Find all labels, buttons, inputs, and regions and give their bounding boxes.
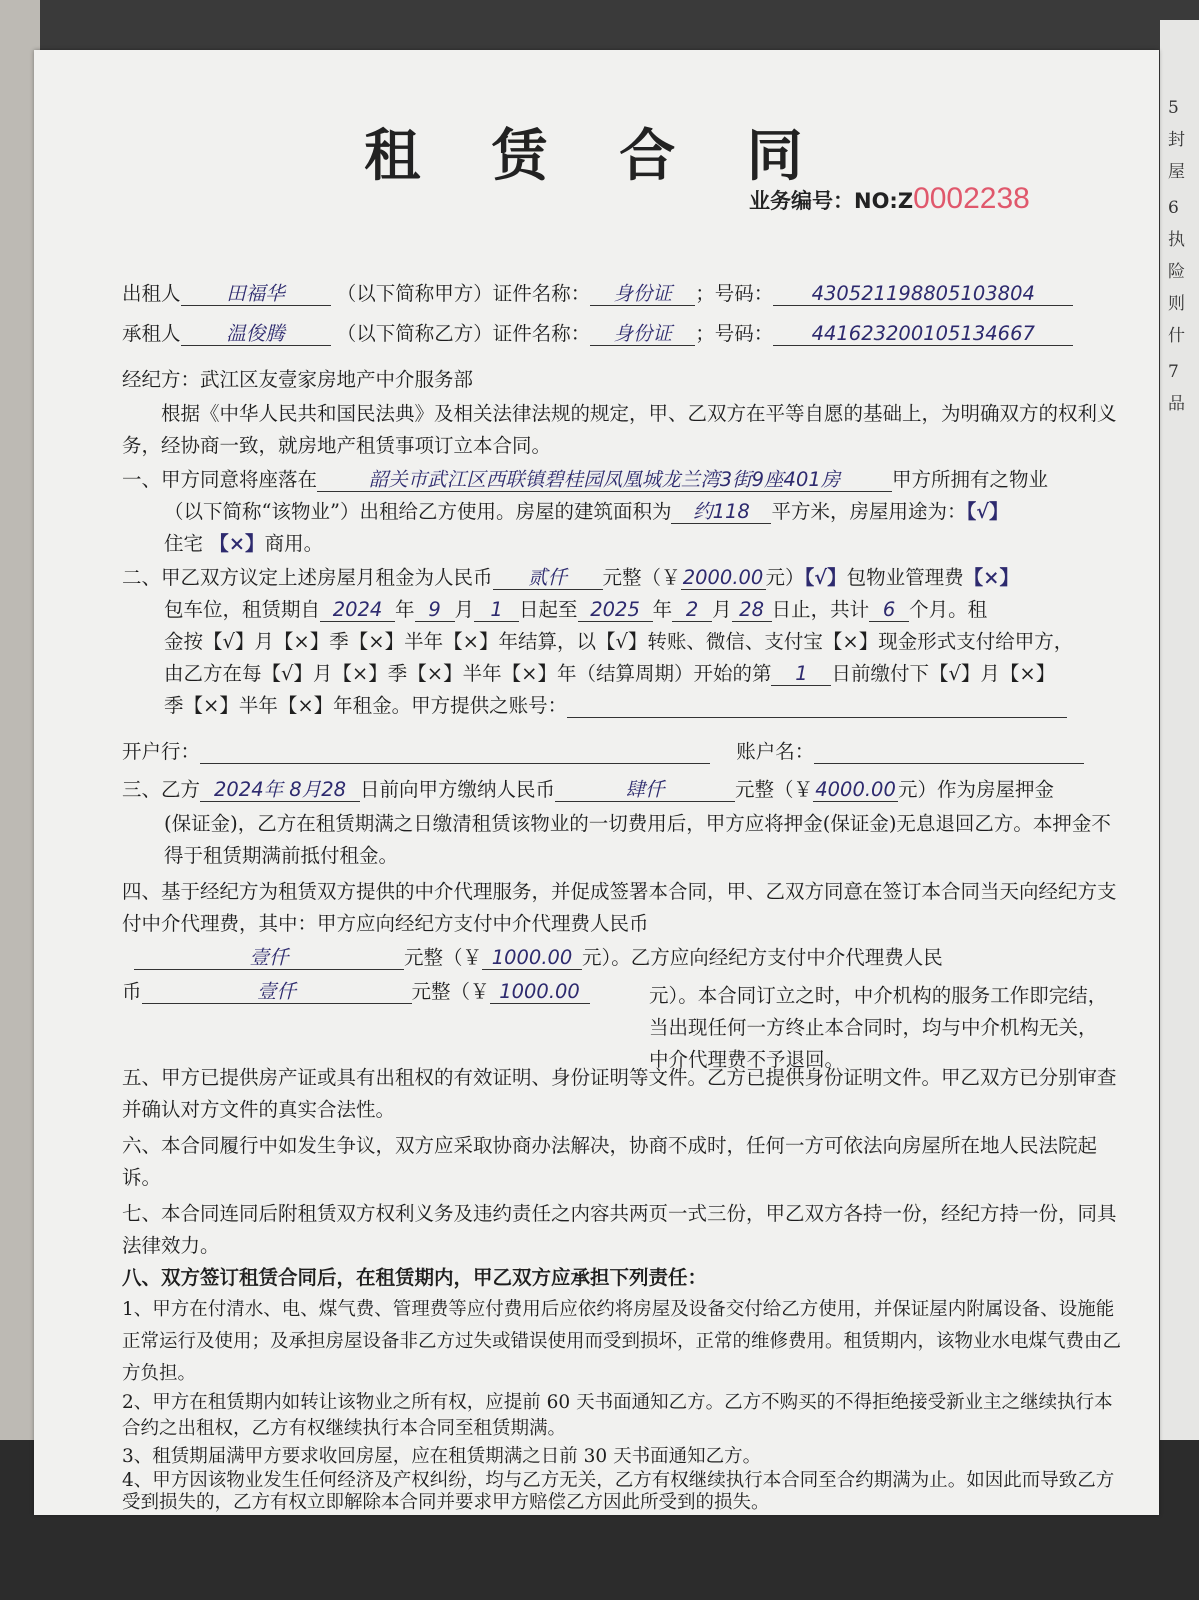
clause1-text: 商用。: [264, 532, 324, 555]
next-page-char: 封: [1168, 130, 1185, 150]
clause1-text: 甲方所拥有之物业: [892, 468, 1049, 491]
lease-start-day: 1: [474, 598, 519, 622]
clause2-line4: [164, 662, 1139, 686]
bank-label: 开户行：: [122, 740, 201, 763]
bank-line: [122, 740, 1139, 764]
month-label: 月: [712, 598, 732, 621]
agent-line: [122, 368, 1139, 391]
clause4-text: 元整（￥: [411, 980, 490, 1003]
serial-label: 业务编号：NO:Z: [749, 189, 914, 213]
next-page-char: 7: [1168, 362, 1179, 382]
deposit-due-date: 2024年 8月28: [200, 778, 360, 802]
clause7: 七、本合同连同后附租赁双方权利义务及违约责任之内容共两页一式三份，甲乙双方各持一份，经纪方持一份，同具法律效力。: [122, 1202, 1117, 1257]
next-page-char: 5: [1168, 98, 1179, 118]
contract-page: [34, 50, 1159, 1515]
payment-day: 1: [771, 662, 831, 686]
lease-months: 6: [869, 598, 909, 622]
lease-start-year: 2024: [320, 598, 395, 622]
next-page-char: 什: [1168, 326, 1185, 346]
month-label: 月: [454, 598, 475, 621]
clause3-text: 元）作为房屋押金: [898, 778, 1055, 801]
clause2-text: 包车位，租赁期自: [164, 598, 321, 621]
clause8-item2: 2、甲方在租赁期内如转让该物业之所有权，应提前 60 天书面通知乙方。乙方不购买的不得拒绝接受新业主之继续执行本合约之出租权，乙方有权继续执行本合同至租赁期满。: [122, 1392, 1113, 1439]
clause3-text: 日前向甲方缴纳人民币: [360, 778, 556, 801]
deposit-words: 肆仟: [555, 778, 735, 802]
lessor-suffix: （以下简称甲方）证件名称：: [336, 282, 591, 305]
clause1-line3: [164, 532, 1139, 555]
clause1-text: （以下简称“该物业”）出租给乙方使用。房屋的建筑面积为: [164, 500, 672, 523]
id-number-label: ；号码：: [695, 322, 774, 345]
lease-end-month: 2: [672, 598, 712, 622]
clause8-item4: 4、甲方因该物业发生任何经济及产权纠纷，均与乙方无关，乙方有权继续执行本合同至合约期满为止。如因此而导致乙方受到损失的，乙方有权立即解除本合同并要求甲方赔偿乙方因此所受到的损失。: [122, 1470, 1115, 1513]
clause4-fee-line1: [134, 946, 1139, 970]
account-name-blank: [814, 740, 1084, 764]
clause2-line2: [164, 598, 1139, 622]
next-page-char: 屋: [1168, 162, 1185, 182]
preamble: 根据《中华人民共和国民法典》及相关法律法规的规定，甲、乙双方在平等自愿的基础上，为明确双方的权利义务，经协商一致，就房地产租赁事项订立本合同。: [122, 402, 1117, 457]
account-name-label: 账户名：: [736, 740, 815, 763]
clause1-line1: [122, 468, 1139, 492]
clause8-heading: 八、双方签订租赁合同后，在租赁期内，甲乙双方应承担下列责任：: [122, 1266, 708, 1289]
agent-label: 经纪方：: [122, 368, 201, 391]
clause1-line2: [164, 500, 1139, 524]
clause3-text: 三、乙方: [122, 778, 201, 801]
building-area: 约118: [671, 500, 771, 524]
account-number-blank: [567, 694, 1067, 718]
clause2-text: 元整（￥: [602, 566, 681, 589]
lessor-fee-words: 壹仟: [134, 946, 404, 970]
clause2-text: 由乙方在每【√】月【×】季【×】半年【×】年（结算周期）开始的第: [164, 662, 772, 685]
lessee-name: 温俊腾: [181, 322, 331, 346]
clause4-text: 四、基于经纪方为租赁双方提供的中介代理服务，并促成签署本合同，甲、乙双方同意在签订本合同当天向经纪方支付中介代理费，其中：甲方应向经纪方支付中介代理费人民币: [122, 880, 1117, 935]
clause2-text: 日止，共计: [771, 598, 870, 621]
clause2-text: 元）: [765, 566, 805, 589]
next-page-edge: [1160, 20, 1199, 1440]
clause6: 六、本合同履行中如发生争议，双方应采取协商办法解决，协商不成时，任何一方可依法向房屋所在地人民法院起诉。: [122, 1134, 1098, 1189]
clause4-text: 元整（￥: [404, 946, 483, 969]
residential-checkbox: 【√】: [966, 500, 1009, 523]
lessee-id-number: 441623200105134667: [773, 322, 1073, 346]
lessee-line: [122, 322, 1139, 346]
lessee-suffix: （以下简称乙方）证件名称：: [336, 322, 591, 345]
next-page-char: 执: [1168, 230, 1185, 250]
clause3-rest: (保证金)，乙方在租赁期满之日缴清租赁该物业的一切费用后，甲方应将押金(保证金)无息退回乙方。本押金不得于租赁期满前抵付租金。: [164, 812, 1111, 867]
lessor-id-number: 430521198805103804: [773, 282, 1073, 306]
clause3-line1: [122, 778, 1139, 802]
lessee-label: 承租人: [122, 322, 181, 345]
clause1-text: 平方米，房屋用途为：: [771, 500, 967, 523]
clause1-text: 一、甲方同意将座落在: [122, 468, 318, 491]
contract-title: 租 赁 合 同: [364, 124, 829, 189]
serial-value: 0002238: [913, 182, 1030, 215]
year-label: 年: [395, 598, 415, 621]
deposit-number: 4000.00: [813, 778, 898, 802]
mgmt-fee-checkbox: 【√】: [804, 566, 847, 589]
clause2-text: 二、甲乙双方议定上述房屋月租金为人民币: [122, 566, 493, 589]
clause8-item1: 1、甲方在付清水、电、煤气费、管理费等应付费用后应依约将房屋及设备交付给乙方使用，并保证屋内附属设备、设施能正常运行及使用；及承担房屋设备非乙方过失或错误使用而受到损坏，正常的维修费用。租赁期内，该物业水电煤气费由乙方负担。: [122, 1299, 1122, 1384]
lessor-name: 田福华: [181, 282, 331, 306]
serial-number: [749, 182, 1030, 216]
next-page-char: 6: [1168, 198, 1179, 218]
clause2-text: 季【×】半年【×】年租金。甲方提供之账号：: [164, 694, 568, 717]
lessee-id-type: 身份证: [590, 322, 695, 346]
lessor-id-type: 身份证: [590, 282, 695, 306]
agent-name: 武江区友壹家房地产中介服务部: [200, 368, 474, 391]
clause2-line5: [164, 694, 1139, 718]
next-page-char: 品: [1168, 394, 1185, 414]
next-page-char: 则: [1168, 294, 1185, 314]
clause2-text: 日前缴付下【√】月【×】: [831, 662, 1056, 685]
clause1-text: 住宅: [164, 532, 204, 555]
clause8-item3: 3、租赁期届满甲方要求收回房屋，应在租赁期满之日前 30 天书面通知乙方。: [122, 1446, 762, 1467]
clause4-text: 元）。乙方应向经纪方支付中介代理费人民: [582, 946, 943, 969]
clause5: 五、甲方已提供房产证或具有出租权的有效证明、身份证明等文件。乙方已提供身份证明文件。甲乙双方已分别审查并确认对方文件的真实合法性。: [122, 1066, 1117, 1121]
clause2-line1: [122, 566, 1139, 590]
id-number-label: ；号码：: [695, 282, 774, 305]
parking-checkbox: 【×】: [963, 566, 1019, 589]
monthly-rent-words: 贰仟: [493, 566, 603, 590]
lessee-fee-words: 壹仟: [142, 980, 412, 1004]
clause3-text: 元整（￥: [735, 778, 814, 801]
lessor-label: 出租人: [122, 282, 181, 305]
lessee-fee-number: 1000.00: [490, 980, 590, 1004]
lease-end-year: 2025: [578, 598, 653, 622]
clause4-end: 元）。本合同订立之时，中介机构的服务工作即完结，当出现任何一方终止本合同时，均与中介机构无关，中介代理费不予退回。: [649, 984, 1108, 1071]
lease-start-month: 9: [415, 598, 455, 622]
clause2-text: 日起至: [519, 598, 578, 621]
year-label: 年: [652, 598, 673, 621]
lessor-fee-number: 1000.00: [482, 946, 582, 970]
next-page-char: 险: [1168, 262, 1185, 282]
monthly-rent-number: 2000.00: [681, 566, 766, 590]
clause2-text: 包物业管理费: [846, 566, 964, 589]
commercial-checkbox: 【×】: [209, 532, 265, 555]
lessor-line: [122, 282, 1139, 306]
clause4-text: 币: [122, 980, 142, 1003]
lease-end-day: 28: [732, 598, 772, 622]
clause2-text: 个月。租: [909, 598, 988, 621]
clause2-line3: 金按【√】月【×】季【×】半年【×】年结算，以【√】转账、微信、支付宝【×】现金形式支付给甲方，: [164, 630, 1074, 653]
property-address: 韶关市武江区西联镇碧桂园凤凰城龙兰湾3街9座401房: [317, 468, 892, 492]
bank-blank: [200, 740, 710, 764]
